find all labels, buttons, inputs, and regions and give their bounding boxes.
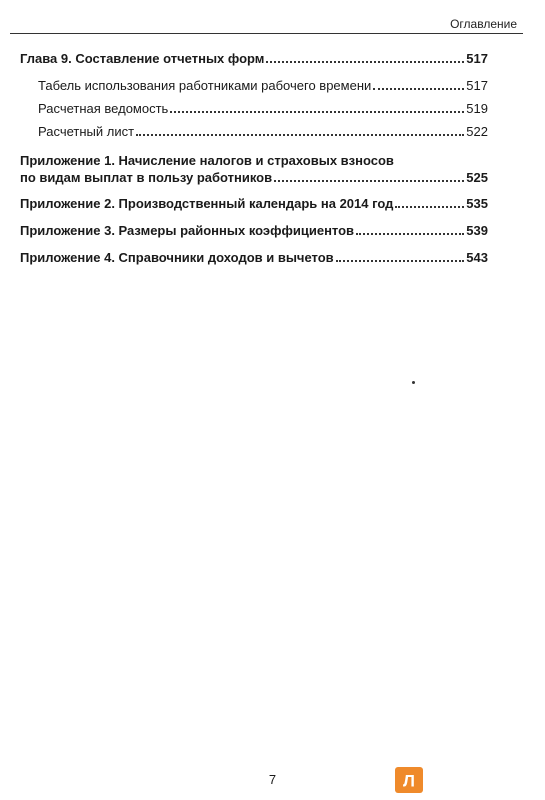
toc-entry-payroll-statement[interactable]	[38, 100, 488, 117]
toc-entry-chapter-9[interactable]	[20, 50, 488, 67]
toc-entry-appendix-2[interactable]	[20, 195, 488, 212]
toc-page-number: 519	[466, 101, 488, 116]
dot-leader	[395, 205, 464, 208]
print-speck	[412, 381, 415, 384]
dot-leader	[356, 232, 464, 235]
toc-page-number: 539	[466, 223, 488, 238]
toc-entry-timesheet[interactable]	[38, 77, 488, 94]
toc-page-number: 543	[466, 250, 488, 265]
header-rule	[10, 33, 523, 34]
toc-page-number: 525	[466, 170, 488, 185]
toc-entry-appendix-4[interactable]	[20, 249, 488, 266]
toc-entry-label: Расчетный лист	[38, 124, 135, 139]
toc-entry-label: Приложение 3. Размеры районных коэффициентов	[20, 223, 355, 238]
dot-leader	[336, 259, 465, 262]
toc-entry-appendix-1[interactable]	[20, 152, 488, 186]
toc-entry-label: Приложение 1. Начисление налогов и страховых взносов	[20, 153, 394, 168]
toc-page-number: 535	[466, 196, 488, 211]
toc-entry-label: Приложение 4. Справочники доходов и вычетов	[20, 250, 334, 265]
dot-leader	[136, 133, 464, 136]
dot-leader	[170, 110, 464, 113]
toc-entry-label: Приложение 2. Производственный календарь на 2014 год	[20, 196, 394, 211]
dot-leader	[274, 179, 464, 182]
toc-entry-label-continued: по видам выплат в пользу работников	[20, 170, 273, 185]
toc-page-number: 517	[466, 51, 488, 66]
toc-entry-label: Глава 9. Составление отчетных форм	[20, 51, 265, 66]
toc-entry-appendix-3[interactable]	[20, 222, 488, 239]
toc-page-number: 522	[466, 124, 488, 139]
svg-text:Л: Л	[403, 771, 415, 791]
toc-entry-label: Табель использования работниками рабочего времени	[38, 78, 372, 93]
dot-leader	[266, 60, 464, 63]
page-number: 7	[268, 772, 277, 787]
dot-leader	[373, 87, 464, 90]
running-title: Оглавление	[450, 17, 517, 31]
labirint-logo-icon	[395, 767, 423, 793]
toc-entry-label: Расчетная ведомость	[38, 101, 169, 116]
running-header	[0, 15, 545, 35]
toc-entry-payslip[interactable]	[38, 123, 488, 140]
toc-page-number: 517	[466, 78, 488, 93]
